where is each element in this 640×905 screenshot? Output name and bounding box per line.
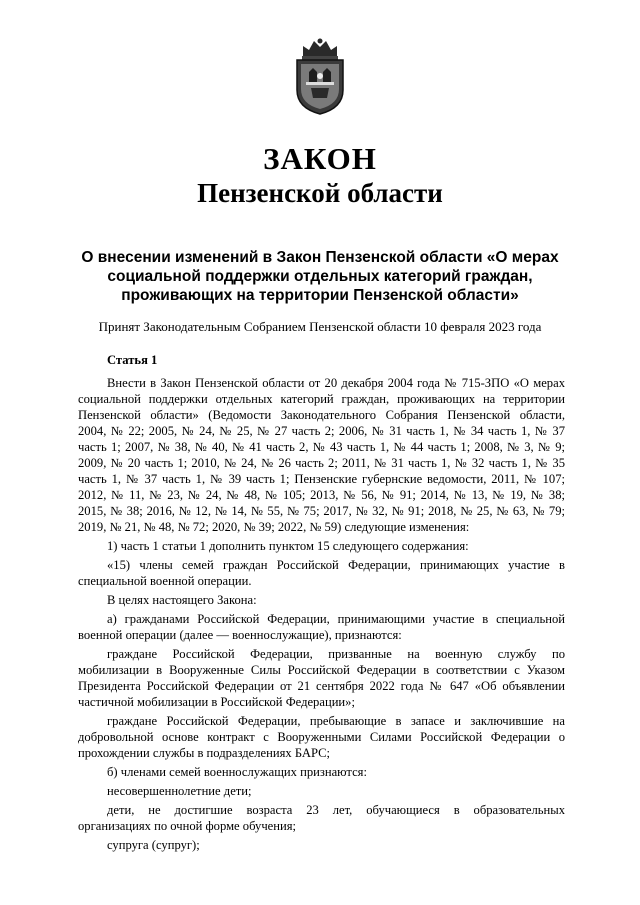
coat-of-arms-icon	[291, 38, 349, 116]
adoption-note: Принят Законодательным Собранием Пензенской области 10 февраля 2023 года	[98, 319, 542, 334]
paragraph-line: Внести в Закон Пензенской области от 20 декабря 2004 года № 715-ЗПО «О мерах	[107, 376, 565, 390]
paragraph-line: б) членами семей военнослужащих признаются:	[107, 765, 367, 779]
paragraph-line: 1) часть 1 статьи 1 дополнить пунктом 15 следующего содержания:	[107, 539, 469, 553]
document-type-title: ЗАКОН	[263, 141, 377, 176]
paragraph-line: специальной военной операции.	[78, 574, 252, 588]
paragraph-line: 2019, № 21, № 48, № 72; 2020, № 39; 2022, № 59) следующие изменения:	[78, 520, 470, 534]
law-subject	[60, 248, 580, 305]
paragraph-line: добровольной основе контракт с Вооруженными Силами Российской Федерации о	[78, 730, 565, 744]
article-heading: Статья 1	[107, 353, 158, 367]
paragraph-line: 2012, № 11, № 23, № 24, № 48, № 105; 2013, № 56, № 91; 2014, № 13, № 19, № 38;	[78, 488, 565, 502]
paragraph-spouse	[78, 837, 565, 853]
paragraph-line: дети, не достигшие возраста 23 лет, обучающиеся в образовательных	[107, 803, 565, 817]
paragraph-line: а) гражданами Российской Федерации, принимающими участие в специальной	[107, 612, 565, 626]
paragraph-line: граждане Российской Федерации, призванные на военную службу по	[107, 647, 565, 661]
law-subject-line: проживающих на территории Пензенской области»	[121, 287, 519, 304]
paragraph-line: Пензенской области» (Ведомости Законодательного Собрания Пензенской области,	[78, 408, 565, 422]
paragraph-list	[78, 375, 565, 853]
paragraph-line: «15) члены семей граждан Российской Федерации, принимающих участие в	[107, 558, 565, 572]
paragraph-line: 2004, № 22; 2005, № 24, № 25, № 27 часть 2; 2006, № 31 часть 1, № 34 часть 1, № 37	[78, 424, 565, 438]
paragraph-line: В целях настоящего Закона:	[107, 593, 257, 607]
paragraph-line: социальной поддержки отдельных категорий граждан, проживающих на территории	[78, 392, 565, 406]
law-subject-line: социальной поддержки отдельных категорий граждан,	[107, 268, 533, 285]
paragraph-line: Президента Российской Федерации от 21 сентября 2022 года № 647 «Об объявлении	[78, 679, 565, 693]
paragraph-line: супруга (супруг);	[107, 838, 200, 852]
paragraph-line: граждане Российской Федерации, пребывающие в запасе и заключившие на	[107, 714, 565, 728]
paragraph-item-15	[78, 557, 565, 589]
paragraph-line: организациях по очной форме обучения;	[78, 819, 297, 833]
law-subject-line: О внесении изменений в Закон Пензенской области «О мерах	[81, 249, 559, 266]
paragraph-subitem-b	[78, 764, 565, 780]
paragraph-line: 2009, № 20 часть 1; 2010, № 24, № 26 часть 2; 2011, № 31 часть 1, № 32 часть 1, № 35	[78, 456, 565, 470]
paragraph-reserve	[78, 713, 565, 761]
law-body	[78, 352, 565, 856]
paragraph-line: мобилизации в Вооруженные Силы Российской Федерации в соответствии с Указом	[78, 663, 565, 677]
paragraph-students	[78, 802, 565, 834]
region-title: Пензенской области	[197, 178, 443, 208]
paragraph-line: военной операции (далее — военнослужащие), признаются:	[78, 628, 402, 642]
paragraph-line: часть 1; 2007, № 38, № 40, № 41 часть 2, № 43 часть 1, № 44 часть 1; 2008, № 3, № 9;	[78, 440, 565, 454]
paragraph-line: 2015, № 38; 2016, № 12, № 14, № 55, № 75; 2017, № 32, № 91; 2018, № 25, № 63, № 79;	[78, 504, 565, 518]
paragraph-line: часть 1, № 37 часть 1, № 39 часть 1; Пензенские губернские ведомости, 2011, № 107;	[78, 472, 565, 486]
paragraph-subitem-a	[78, 611, 565, 643]
paragraph-intro	[78, 375, 565, 535]
paragraph-item-1	[78, 538, 565, 554]
paragraph-mobilized	[78, 646, 565, 710]
paragraph-purposes	[78, 592, 565, 608]
paragraph-line: несовершеннолетние дети;	[107, 784, 252, 798]
paragraph-line: прохождении службы в подразделениях БАРС;	[78, 746, 331, 760]
paragraph-minors	[78, 783, 565, 799]
paragraph-line: частичной мобилизации в Российской Федерации»;	[78, 695, 355, 709]
